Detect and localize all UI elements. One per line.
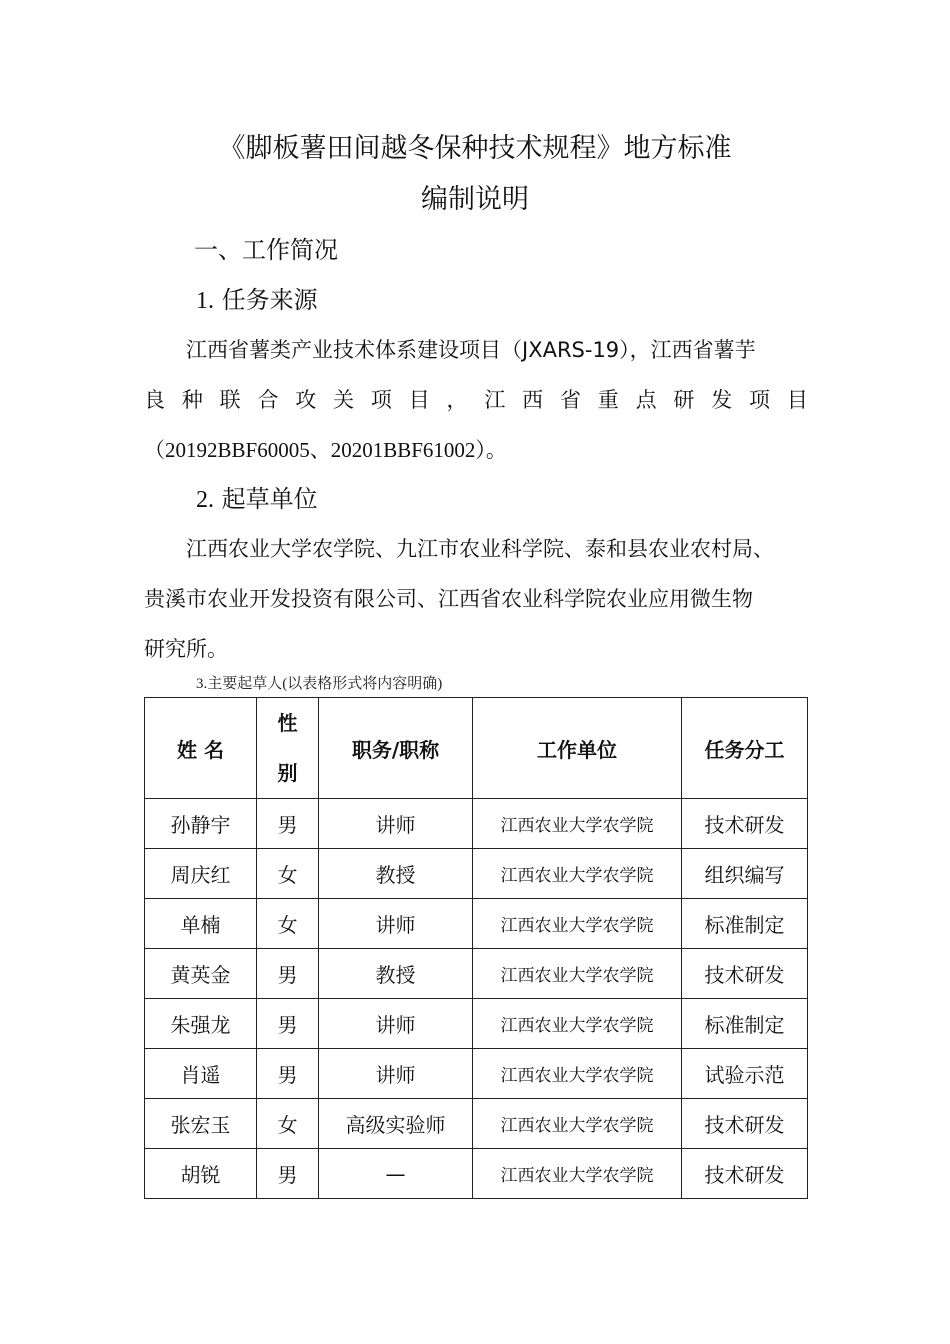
table-row xyxy=(145,899,808,949)
table-caption: 3.主要起草人(以表格形式将内容明确) xyxy=(196,676,443,692)
cell-task: 试验示范 xyxy=(682,1049,808,1099)
document-subtitle: 编制说明 xyxy=(421,184,529,215)
cell-name: 肖遥 xyxy=(145,1049,257,1099)
cell-task: 技术研发 xyxy=(682,1149,808,1199)
cell-title: 讲师 xyxy=(319,899,473,949)
table-body xyxy=(145,799,808,1199)
table-row xyxy=(145,949,808,999)
justified-char: 项 xyxy=(749,388,770,412)
justified-char: 联 xyxy=(219,388,241,412)
justified-char: 发 xyxy=(711,388,733,412)
header-gender-label: 性别 xyxy=(277,711,298,785)
cell-title: 教授 xyxy=(319,949,473,999)
justified-char: 攻 xyxy=(295,388,317,412)
table-row xyxy=(145,1049,808,1099)
cell-name: 张宏玉 xyxy=(145,1099,257,1149)
cell-name: 单楠 xyxy=(145,899,257,949)
cell-name: 胡锐 xyxy=(145,1149,257,1199)
cell-task: 标准制定 xyxy=(682,899,808,949)
section-heading-work-overview: 一、工作简况 xyxy=(194,236,338,264)
cell-gender: 女 xyxy=(257,849,319,899)
subsection-title: 起草单位 xyxy=(221,485,318,513)
cell-gender: 女 xyxy=(257,1099,319,1149)
cell-title: 讲师 xyxy=(319,999,473,1049)
cell-title: 讲师 xyxy=(319,799,473,849)
justified-char: 合 xyxy=(257,388,279,412)
drafters-table xyxy=(144,697,808,1199)
table-header-row xyxy=(145,698,808,799)
cell-title: — xyxy=(319,1149,473,1199)
table-row xyxy=(145,1149,808,1199)
header-gender xyxy=(257,698,319,799)
cell-name: 孙静宇 xyxy=(145,799,257,849)
subsection-heading-task-source xyxy=(196,284,318,317)
header-task: 任务分工 xyxy=(682,698,808,799)
document-title: 《脚板薯田间越冬保种技术规程》地方标准 xyxy=(218,133,732,164)
justified-char: 种 xyxy=(181,388,203,412)
paragraph-line-justified xyxy=(144,375,808,425)
justified-char: 重 xyxy=(597,388,619,412)
justified-char: 良 xyxy=(144,388,165,412)
table-row xyxy=(145,999,808,1049)
cell-gender: 男 xyxy=(257,1049,319,1099)
justified-char: ， xyxy=(446,388,468,412)
paragraph-line: 江西农业大学农学院、九江市农业科学院、泰和县农业农村局、 xyxy=(186,537,774,561)
cell-name: 黄英金 xyxy=(145,949,257,999)
cell-title: 教授 xyxy=(319,849,473,899)
cell-unit: 江西农业大学农学院 xyxy=(473,799,682,849)
cell-gender: 男 xyxy=(257,1149,319,1199)
table-row xyxy=(145,849,808,899)
cell-task: 技术研发 xyxy=(682,799,808,849)
justified-char: 目 xyxy=(786,388,808,412)
cell-unit: 江西农业大学农学院 xyxy=(473,1099,682,1149)
cell-unit: 江西农业大学农学院 xyxy=(473,949,682,999)
paragraph-line: 研究所。 xyxy=(144,637,228,661)
justified-char: 研 xyxy=(673,388,695,412)
cell-gender: 男 xyxy=(257,949,319,999)
cell-name: 周庆红 xyxy=(145,849,257,899)
cell-task: 技术研发 xyxy=(682,1099,808,1149)
justified-char: 项 xyxy=(370,388,392,412)
cell-gender: 男 xyxy=(257,999,319,1049)
cell-gender: 女 xyxy=(257,899,319,949)
justified-char: 目 xyxy=(408,388,430,412)
cell-gender: 男 xyxy=(257,799,319,849)
justified-char: 关 xyxy=(333,388,355,412)
cell-unit: 江西农业大学农学院 xyxy=(473,1149,682,1199)
paragraph-line: （20192BBF60005、20201BBF61002）。 xyxy=(144,438,507,462)
justified-char: 省 xyxy=(559,388,581,412)
cell-title: 高级实验师 xyxy=(319,1099,473,1149)
paragraph-task-source xyxy=(144,325,808,475)
cell-unit: 江西农业大学农学院 xyxy=(473,899,682,949)
subsection-title: 任务来源 xyxy=(221,286,318,314)
table-row xyxy=(145,799,808,849)
header-unit: 工作单位 xyxy=(473,698,682,799)
subsection-number: 2. xyxy=(196,487,214,513)
subsection-number: 1. xyxy=(196,288,214,314)
cell-unit: 江西农业大学农学院 xyxy=(473,849,682,899)
paragraph-line: 贵溪市农业开发投资有限公司、江西省农业科学院农业应用微生物 xyxy=(144,587,753,611)
subsection-heading-drafting-units xyxy=(196,483,318,516)
cell-unit: 江西农业大学农学院 xyxy=(473,1049,682,1099)
header-name: 姓 名 xyxy=(145,698,257,799)
header-title: 职务/职称 xyxy=(319,698,473,799)
cell-name: 朱强龙 xyxy=(145,999,257,1049)
cell-task: 组织编写 xyxy=(682,849,808,899)
justified-char: 西 xyxy=(522,388,544,412)
table-row xyxy=(145,1099,808,1149)
cell-title: 讲师 xyxy=(319,1049,473,1099)
cell-unit: 江西农业大学农学院 xyxy=(473,999,682,1049)
justified-char: 点 xyxy=(635,388,657,412)
cell-task: 标准制定 xyxy=(682,999,808,1049)
cell-task: 技术研发 xyxy=(682,949,808,999)
paragraph-line: 江西省薯类产业技术体系建设项目（JXARS-19），江西省薯芋 xyxy=(186,338,756,362)
paragraph-drafting-units xyxy=(144,524,808,674)
justified-char: 江 xyxy=(484,388,506,412)
